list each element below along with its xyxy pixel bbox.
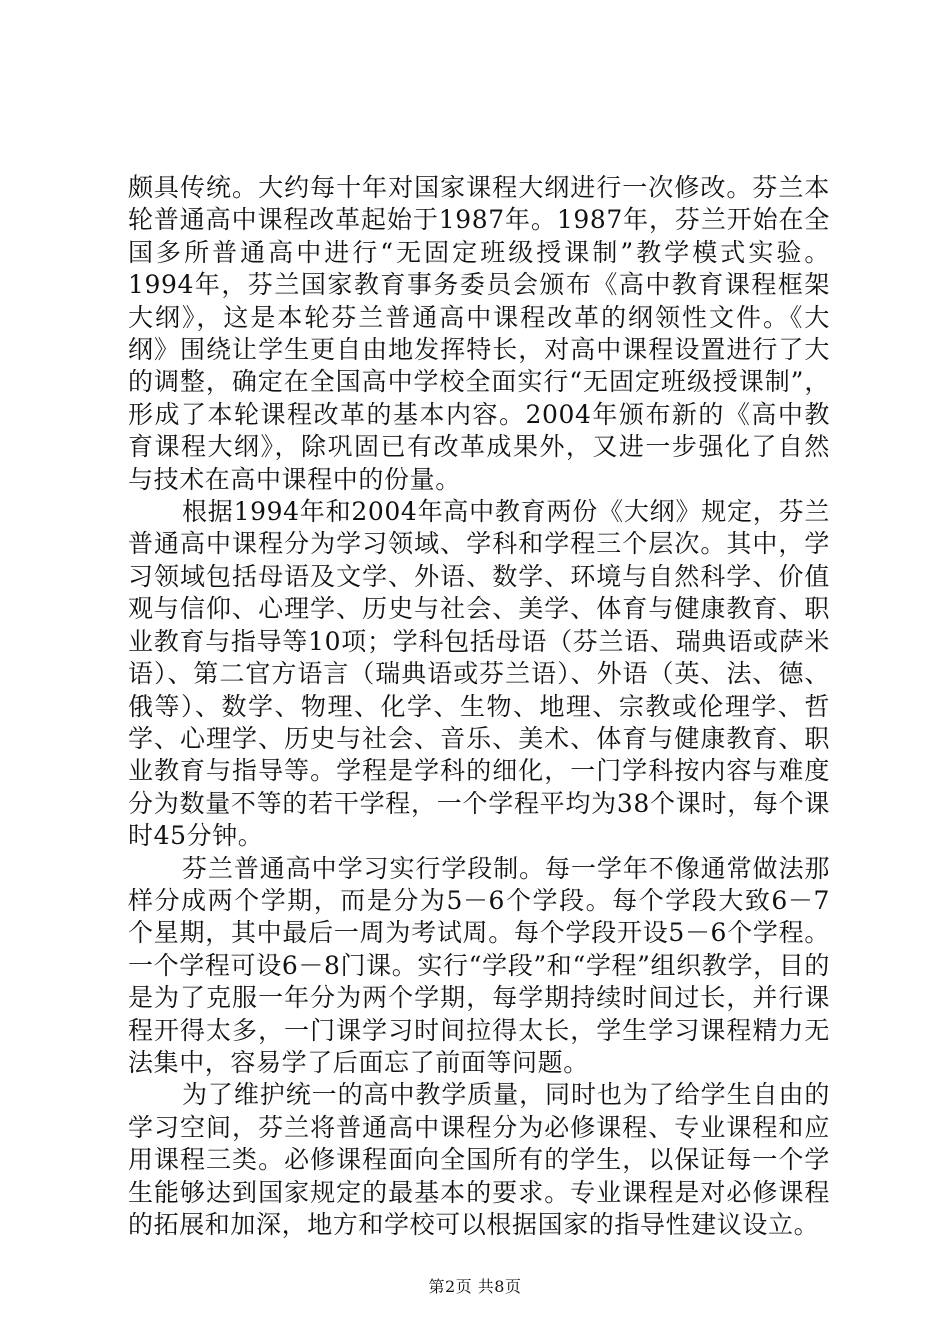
document-body xyxy=(128,172,830,1241)
paragraph-2: 根据1994年和2004年高中教育两份《大纲》规定，芬兰普通高中课程分为学习领域、学科和学程三个层次。其中，学习领域包括母语及文学、外语、数学、环境与自然科学、价值观与信仰、心理学、历史与社会、美学、体育与健康教育、职业教育与指导等10项；学科包括母语（芬兰语、瑞典语或萨米语）、第二官方语言（瑞典语或芬兰语）、外语（英、法、德、俄等）、数学、物理、化学、生物、地理、宗教或伦理学、哲学、心理学、历史与社会、音乐、美术、体育与健康教育、职业教育与指导等。学程是学科的细化，一门学科按内容与难度分为数量不等的若干学程，一个学程平均为38个课时，每个课时45分钟。 xyxy=(128,497,830,851)
page-footer: 第2页 共8页 xyxy=(428,1277,522,1296)
paragraph-1: 颇具传统。大约每十年对国家课程大纲进行一次修改。芬兰本轮普通高中课程改革起始于1987年。1987年，芬兰开始在全国多所普通高中进行“无固定班级授课制”教学模式实验。1994年，芬兰国家教育事务委员会颁布《高中教育课程框架大纲》，这是本轮芬兰普通高中课程改革的纲领性文件。《大纲》围绕让学生更自由地发挥特长，对高中课程设置进行了大的调整，确定在全国高中学校全面实行“无固定班级授课制”，形成了本轮课程改革的基本内容。2004年颁布新的《高中教育课程大纲》，除巩固已有改革成果外，又进一步强化了自然与技术在高中课程中的份量。 xyxy=(128,173,830,494)
paragraph-3: 芬兰普通高中学习实行学段制。每一学年不像通常做法那样分成两个学期，而是分为5－6个学段。每个学段大致6－7个星期，其中最后一周为考试周。每个学段开设5－6个学程。一个学程可设6－8门课。实行“学段”和“学程”组织教学，目的是为了克服一年分为两个学期，每学期持续时间过长，并行课程开得太多，一门课学习时间拉得太长，学生学习课程精力无法集中，容易学了后面忘了前面等问题。 xyxy=(128,853,830,1077)
paragraph-4: 为了维护统一的高中教学质量，同时也为了给学生自由的学习空间，芬兰将普通高中课程分为必修课程、专业课程和应用课程三类。必修课程面向全国所有的学生，以保证每一个学生能够达到国家规定的最基本的要求。专业课程是对必修课程的拓展和加深，地方和学校可以根据国家的指导性建议设立。 xyxy=(128,1080,830,1239)
